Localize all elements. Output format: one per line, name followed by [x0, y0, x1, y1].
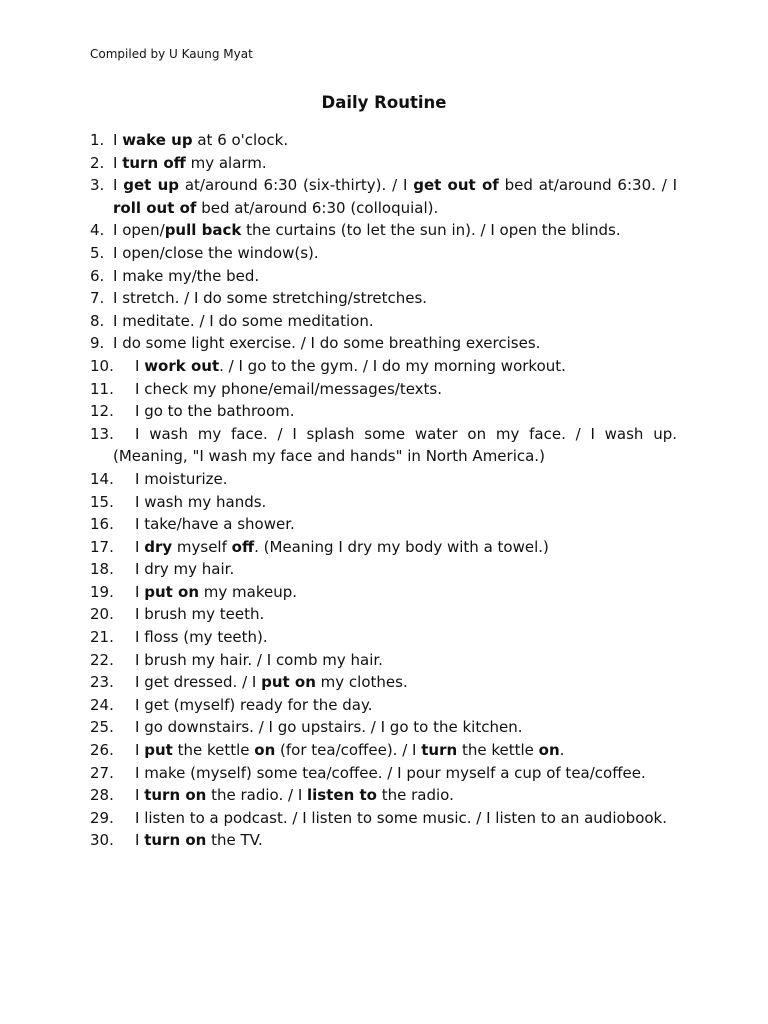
text-segment: I [135, 356, 145, 375]
list-item-number: 9. [90, 334, 105, 353]
phrasal-verb: wake up [122, 131, 193, 149]
text-segment: I do some light exercise. / I do some breathing exercises. [113, 334, 541, 353]
list-item [90, 400, 677, 423]
text-segment: my makeup. [199, 582, 298, 601]
phrasal-verb: on [254, 741, 276, 760]
text-segment: I [135, 537, 145, 556]
list-item-number: 21. [90, 628, 114, 647]
list-item [90, 287, 677, 310]
list-item [90, 581, 677, 604]
list-item-text [113, 829, 677, 852]
text-segment: I stretch. / I do some stretching/stretches. [113, 289, 428, 308]
text-segment: I [135, 831, 145, 850]
text-segment: the radio. [376, 786, 454, 805]
phrasal-verb: turn on [144, 831, 207, 850]
list-item-number: 17. [90, 537, 114, 556]
text-segment: . [559, 741, 565, 760]
list-item [90, 784, 677, 807]
list-item-text [113, 219, 677, 242]
phrasal-verb: get out of [413, 176, 499, 195]
text-segment: I get (myself) ready for the day. [135, 695, 373, 714]
list-item-number: 22. [90, 650, 114, 669]
list-item [90, 626, 677, 649]
list-item-text [113, 378, 677, 401]
list-item-number: 23. [90, 673, 114, 692]
phrasal-verb: on [538, 741, 560, 760]
text-segment: I make my/the bed. [113, 266, 260, 285]
list-item-number: 19. [90, 582, 114, 601]
list-item-number: 11. [90, 379, 114, 398]
phrasal-verb: roll out of [113, 198, 197, 217]
list-item-text [113, 694, 677, 717]
list-item [90, 219, 677, 242]
list-item-text [113, 558, 677, 581]
list-item [90, 310, 677, 333]
text-segment: I go to the bathroom. [135, 402, 295, 421]
list-item [90, 762, 677, 785]
text-segment: the radio. / I [206, 786, 308, 805]
list-item-text [113, 784, 677, 807]
list-item [90, 513, 677, 536]
text-segment: the kettle [172, 741, 255, 760]
list-item-text [113, 242, 677, 265]
text-segment: I brush my teeth. [135, 605, 265, 624]
list-item-number: 24. [90, 695, 114, 714]
list-item-number: 14. [90, 469, 114, 488]
text-segment: I [135, 582, 145, 601]
list-item-number: 20. [90, 605, 114, 624]
list-item-text [113, 310, 677, 333]
list-item-number: 18. [90, 560, 114, 579]
text-segment: I listen to a podcast. / I listen to some music. / I listen to an audiobook. [135, 808, 668, 827]
phrasal-verb: get up [123, 176, 180, 195]
list-item [90, 265, 677, 288]
list-item-text [113, 739, 677, 762]
list-item [90, 558, 677, 581]
phrasal-verb: turn [421, 741, 458, 760]
text-segment: . / I go to the gym. / I do my morning workout. [219, 356, 566, 375]
text-segment: . (Meaning I dry my body with a towel.) [254, 537, 549, 556]
phrasal-verb: put on [144, 582, 199, 601]
text-segment: I floss (my teeth). [135, 628, 268, 647]
text-segment: (for tea/coffee). / I [275, 741, 422, 760]
list-item-number: 12. [90, 402, 114, 421]
text-segment: my alarm. [185, 153, 267, 172]
text-segment: I get dressed. / I [135, 673, 262, 692]
text-segment: the curtains (to let the sun in). / I open the blinds. [241, 221, 621, 240]
list-item-number: 29. [90, 808, 114, 827]
list-item-number: 6. [90, 266, 105, 285]
text-segment: I open/ [113, 221, 165, 240]
list-item-number: 4. [90, 221, 105, 240]
text-segment: my clothes. [315, 673, 408, 692]
text-segment: I [135, 741, 145, 760]
list-item-text [113, 423, 677, 468]
list-item-number: 8. [90, 311, 105, 330]
text-segment: I [113, 131, 123, 149]
list-item-number: 26. [90, 741, 114, 760]
list-item-number: 1. [90, 131, 105, 149]
text-segment: myself [172, 537, 232, 556]
list-item [90, 739, 677, 762]
text-segment: I meditate. / I do some meditation. [113, 311, 374, 330]
text-segment: I take/have a shower. [135, 515, 295, 534]
list-item [90, 423, 677, 468]
list-item [90, 671, 677, 694]
phrasal-verb: off [231, 537, 255, 556]
list-item [90, 716, 677, 739]
list-item-text [113, 603, 677, 626]
text-segment: the kettle [457, 741, 539, 760]
list-item [90, 649, 677, 672]
document-header: Compiled by U Kaung Myat [90, 47, 253, 61]
list-item-text [113, 536, 677, 559]
list-item-text [113, 400, 677, 423]
list-item-number: 10. [90, 356, 114, 375]
text-segment: I [113, 153, 123, 172]
list-item-text [113, 671, 677, 694]
list-item [90, 332, 677, 355]
list-item-text [113, 152, 677, 175]
list-item-number: 15. [90, 492, 114, 511]
text-segment: I make (myself) some tea/coffee. / I pour myself a cup of tea/coffee. [135, 763, 646, 782]
list-item-text [113, 287, 677, 310]
list-item-number: 5. [90, 243, 105, 262]
phrasal-verb: dry [144, 537, 173, 556]
text-segment: I brush my hair. / I comb my hair. [135, 650, 383, 669]
list-item [90, 378, 677, 401]
list-item-text [113, 468, 677, 491]
list-item-text [113, 762, 677, 785]
page-title: Daily Routine [321, 93, 447, 112]
list-item [90, 174, 677, 219]
list-item-text [113, 716, 677, 739]
phrasal-verb: work out [144, 356, 220, 375]
list-item-number: 27. [90, 763, 114, 782]
list-item [90, 603, 677, 626]
list-item [90, 829, 677, 852]
text-segment: I check my phone/email/messages/texts. [135, 379, 443, 398]
list-item-text [113, 807, 677, 830]
list-item-text [113, 265, 677, 288]
list-item-number: 2. [90, 153, 105, 172]
text-segment: I go downstairs. / I go upstairs. / I go to the kitchen. [135, 718, 523, 737]
phrasal-verb: listen to [307, 786, 377, 805]
list-item-text [113, 332, 677, 355]
list-item-number: 3. [90, 176, 105, 195]
list-item-text [113, 491, 677, 514]
phrasal-verb: put [144, 741, 173, 760]
text-segment: at 6 o'clock. [192, 131, 289, 149]
text-segment: I moisturize. [135, 469, 228, 488]
list-item [90, 355, 677, 378]
list-item-number: 30. [90, 831, 114, 850]
list-item-text [113, 581, 677, 604]
text-segment: I wash my hands. [135, 492, 267, 511]
list-item [90, 807, 677, 830]
list-item [90, 468, 677, 491]
list-item-text [113, 626, 677, 649]
text-segment: I dry my hair. [135, 560, 235, 579]
text-segment: at/around 6:30 (six-thirty). / I [179, 176, 414, 195]
text-segment: I [113, 176, 124, 195]
list-item [90, 694, 677, 717]
phrasal-verb: put on [261, 673, 316, 692]
text-segment: I open/close the window(s). [113, 243, 319, 262]
list-item [90, 536, 677, 559]
text-segment: I [135, 786, 145, 805]
list-item-text [113, 355, 677, 378]
list-item-number: 16. [90, 515, 114, 534]
phrasal-verb: turn on [144, 786, 207, 805]
list-item-text [113, 174, 677, 219]
list-item-text [113, 513, 677, 536]
text-segment: bed at/around 6:30 (colloquial). [196, 198, 439, 217]
text-segment: the TV. [206, 831, 263, 850]
list-item [90, 129, 677, 152]
list-item [90, 491, 677, 514]
list-item-number: 25. [90, 718, 114, 737]
list-item-text [113, 129, 677, 152]
list-item-number: 28. [90, 786, 114, 805]
list-item-number: 7. [90, 289, 105, 308]
list-item [90, 242, 677, 265]
phrasal-verb: turn off [122, 153, 186, 172]
list-item [90, 152, 677, 175]
list-item-number: 13. [90, 424, 114, 443]
routine-list [90, 129, 677, 852]
text-segment: I wash my face. / I splash some water on my face. / I wash up. (Meaning, "I wash my face and hands" in North America.) [113, 424, 677, 466]
text-segment: bed at/around 6:30. / I [498, 176, 677, 195]
phrasal-verb: pull back [164, 221, 242, 240]
list-item-text [113, 649, 677, 672]
